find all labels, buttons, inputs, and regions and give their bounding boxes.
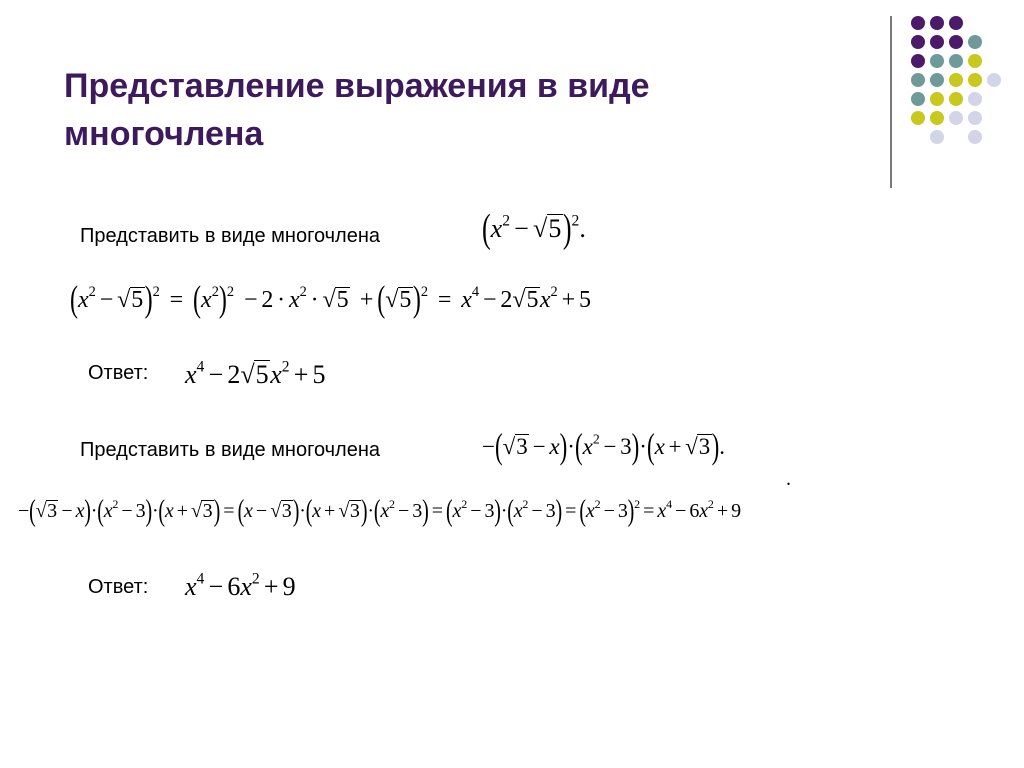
decoration-dot [968, 35, 982, 49]
decoration-dot [911, 92, 925, 106]
task-1-expression: $(x^2 - √5)^2$. [482, 205, 586, 251]
decoration-dot [911, 35, 925, 49]
decoration-dot [930, 73, 944, 87]
decoration-dot [930, 54, 944, 68]
decoration-dot [949, 92, 963, 106]
decoration-dot [930, 111, 944, 125]
decoration-dot [968, 54, 982, 68]
decoration-dot [987, 73, 1001, 87]
decoration-dot [949, 54, 963, 68]
decoration-dot [949, 111, 963, 125]
answer-2-expression: $x^4 - 6x^2 + 9$ [185, 570, 296, 601]
task-2-prompt: Представить в виде многочлена [80, 439, 381, 461]
decoration-dot [930, 16, 944, 30]
answer-1-label: Ответ: [88, 362, 149, 384]
decoration-dot [968, 73, 982, 87]
task-2-expression: $-(√3 - x)\cdot(x^2 - 3)\cdot(x + √3)$. [482, 427, 725, 466]
decoration-dot [930, 92, 944, 106]
decoration-dot [930, 35, 944, 49]
decoration-dot [968, 130, 982, 144]
decoration-dot [949, 35, 963, 49]
answer-2-label: Ответ: [88, 576, 149, 598]
decoration-dot [968, 111, 982, 125]
decoration-dot-grid [0, 0, 1024, 200]
decoration-dot [911, 111, 925, 125]
stray-dot: . [786, 468, 791, 490]
answer-1-expression: $x^4 - 2√5x^2 + 5$ [185, 358, 326, 389]
task-1-prompt: Представить в виде многочлена [80, 225, 381, 247]
page-title: Представление выражения в виде многочлена [64, 67, 650, 153]
decoration-dot [930, 130, 944, 144]
decoration-dot [968, 92, 982, 106]
decoration-dot [949, 16, 963, 30]
decoration-dot [911, 16, 925, 30]
task-1-solution: $(x^2 - √5)^2 = (x^2)^2 - 2 \cdot x^2 \cdot √5 + (√5)^2 = x^4 - 2√5x^2 + 5$ [70, 279, 591, 321]
decoration-dot [911, 54, 925, 68]
decoration-dot [949, 73, 963, 87]
task-2-solution: $-(√3 - x)\cdot(x^2 - 3)\cdot(x + √3) = (x - √3)\cdot(x + √3)\cdot(x^2 - 3) = (x^2 - 3)\cdot(x^2 - 3) = (x^2 - 3)^2 = x^4 - 6x^2 + 9$ [18, 493, 741, 529]
decoration-dot [911, 73, 925, 87]
